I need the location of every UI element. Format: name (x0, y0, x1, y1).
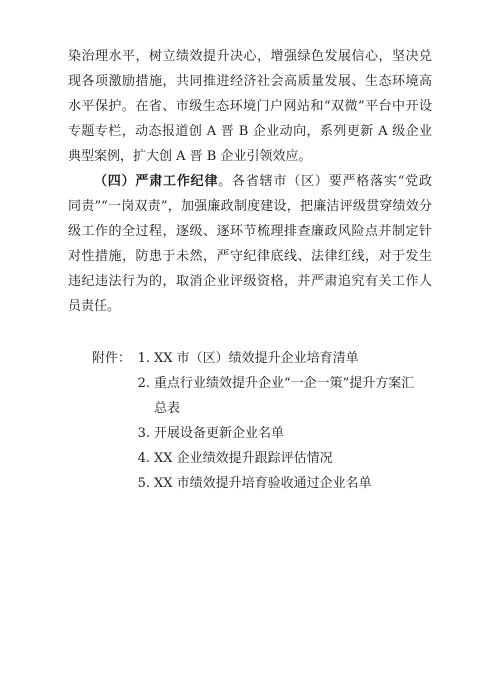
attachment-item (92, 371, 432, 396)
paragraph-line: 违纪违法行为的，取消企业评级资格，并严肃追究有关工作人 (68, 274, 432, 289)
paragraph-line: 员责任。 (68, 299, 121, 314)
paragraph-line: 同责”“一岗双责”，加强廉政制度建设，把廉洁评级贯穿绩效分 (68, 199, 432, 214)
attachment-item (92, 446, 432, 471)
paragraph-line: 对性措施，防患于未然，严守纪律底线、法律红线，对于发生 (68, 249, 432, 264)
paragraph-line: 水平保护。在省、市级生态环境门户网站和“双微”平台中开设 (68, 99, 432, 114)
attachments-label: 附件： (92, 351, 132, 366)
attachment-title: XX 市（区）绩效提升企业培育清单 (154, 351, 359, 366)
attachments-list (92, 346, 432, 496)
attachment-title: 开展设备更新企业名单 (154, 426, 285, 441)
attachment-item (92, 421, 432, 446)
paragraph-line: 专题专栏，动态报道创 A 晋 B 企业动向，系列更新 A 级企业 (68, 124, 432, 139)
attachment-item-continuation (92, 396, 432, 421)
attachment-title: 重点行业绩效提升企业“一企一策”提升方案汇 (154, 376, 415, 391)
paragraph-text: 。各省辖市（区）要严格落实“党政 (218, 174, 432, 189)
paragraph-first-line (68, 169, 432, 194)
attachment-title-continuation: 总表 (154, 401, 181, 416)
paragraph-line: 染治理水平，树立绩效提升决心，增强绿色发展信心，坚决兑 (68, 49, 432, 64)
attachment-title: XX 市绩效提升培育验收通过企业名单 (154, 476, 372, 491)
attachment-number: 1. (137, 351, 150, 366)
paragraph-line: 现各项激励措施，共同推进经济社会高质量发展、生态环境高 (68, 74, 432, 89)
attachment-item (92, 471, 432, 496)
attachment-number: 4. (137, 451, 150, 466)
attachment-number: 3. (137, 426, 150, 441)
attachment-number: 2. (137, 376, 150, 391)
paragraph-line: 级工作的全过程，逐级、逐环节梳理排查廉政风险点并制定针 (68, 224, 432, 239)
section-heading: （四）严肃工作纪律 (94, 174, 219, 189)
body-text (68, 44, 432, 319)
attachment-number: 5. (137, 476, 150, 491)
attachment-item (92, 346, 432, 371)
attachment-title: XX 企业绩效提升跟踪评估情况 (154, 451, 333, 466)
paragraph-line: 典型案例，扩大创 A 晋 B 企业引领效应。 (68, 149, 312, 164)
